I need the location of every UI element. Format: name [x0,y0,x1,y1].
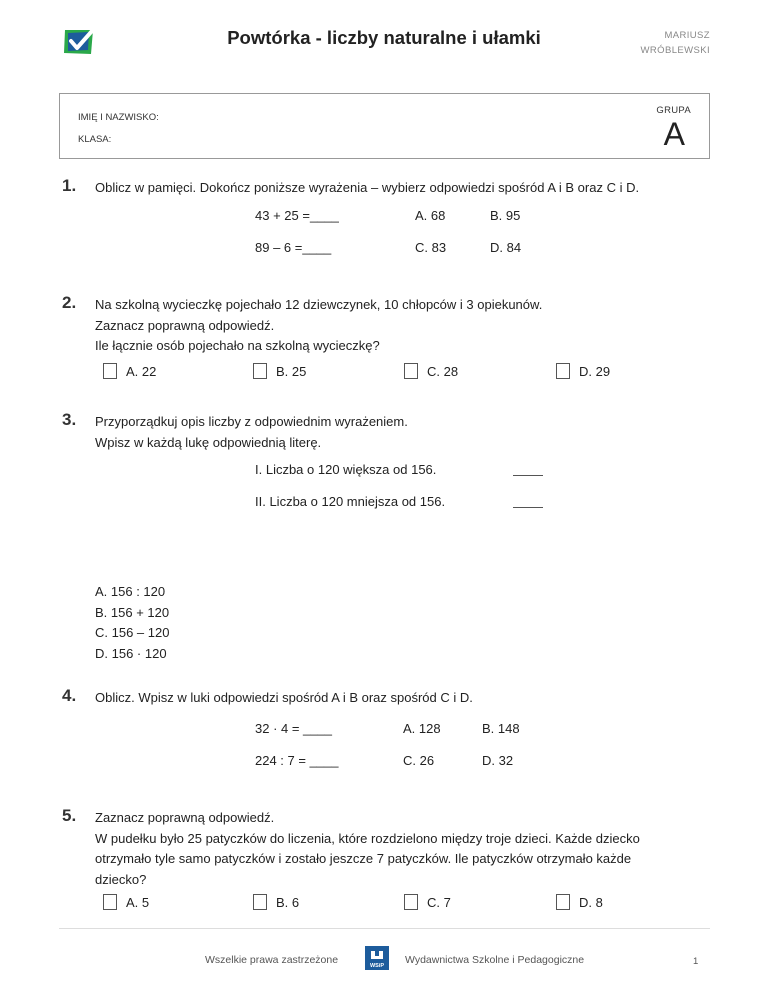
question-5-line: Zaznacz poprawną odpowiedź. [95,810,275,825]
footer-publisher: Wydawnictwa Szkolne i Pedagogiczne [405,954,585,966]
q5-option-c[interactable] [404,894,451,910]
q4-expression-2: 224 : 7 = ____ [255,753,339,768]
footer-rights: Wszelkie prawa zastrzeżone [205,954,339,966]
class-label: KLASA: [78,134,112,145]
question-2-line: Ile łącznie osób pojechało na szkolną wycieczkę? [95,338,380,353]
q1-expression-1: 43 + 25 =____ [255,208,339,223]
name-label: IMIĘ I NAZWISKO: [78,112,159,123]
checkbox-icon[interactable] [253,363,267,379]
q5-option-c-label: C. 7 [427,894,451,910]
q3-choice: A. 156 : 120 [95,584,166,599]
question-1-text: Oblicz w pamięci. Dokończ poniższe wyrażenia – wybierz odpowiedzi spośród A i B oraz C i D. [95,180,640,195]
question-3-line: Wpisz w każdą lukę odpowiednią literę. [95,434,322,450]
checkbox-icon[interactable] [556,894,570,910]
q4-option-d: D. 32 [482,753,514,768]
question-4-text: Oblicz. Wpisz w luki odpowiedzi spośród A i B oraz spośród C i D. [95,690,473,705]
q2-option-d[interactable] [556,363,610,379]
q4-expression-1: 32 · 4 = ____ [255,721,332,736]
question-3-line: Przyporządkuj opis liczby z odpowiednim wyrażeniem. [95,414,408,429]
q2-option-c-label: C. 28 [427,363,459,379]
student-info-box [59,93,710,159]
q1-option-a: A. 68 [415,208,446,223]
question-2-text [95,295,542,357]
question-3-text [95,412,408,453]
q2-option-d-label: D. 29 [579,363,611,379]
q4-option-c: C. 26 [403,753,435,768]
q5-option-a-label: A. 5 [126,894,150,910]
author-name [641,28,710,58]
question-5-number: 5. [62,806,77,825]
q2-option-a-label: A. 22 [126,363,157,379]
q1-expression-2: 89 – 6 =____ [255,240,332,255]
checkbox-icon[interactable] [556,363,570,379]
page-title: Powtórka - liczby naturalne i ułamki [227,27,541,48]
group-label: GRUPA [656,105,691,116]
q3-choices [95,582,169,664]
question-3-number: 3. [62,410,77,429]
q5-option-b[interactable] [253,894,299,910]
group-value: A [663,116,685,152]
question-2-line: Zaznacz poprawną odpowiedź. [95,317,275,333]
q1-option-c: C. 83 [415,240,447,255]
q3-choice: B. 156 + 120 [95,604,170,620]
checkbox-icon[interactable] [404,363,418,379]
footer-divider [59,928,710,929]
wsip-logo-icon [365,946,389,970]
q3-statement-2: II. Liczba o 120 mniejsza od 156. [255,494,446,509]
q1-option-d: D. 84 [490,240,522,255]
q2-option-a[interactable] [103,363,156,379]
q5-option-a[interactable] [103,894,149,910]
question-4-number: 4. [62,686,77,705]
q5-option-d-label: D. 8 [579,894,603,910]
q4-option-b: B. 148 [482,721,520,736]
q4-option-a: A. 128 [403,721,441,736]
author-first-name: MARIUSZ [664,30,710,41]
question-5-text [95,808,705,890]
question-5-line: dziecko? [95,871,147,887]
checkbox-icon[interactable] [103,363,117,379]
question-2-number: 2. [62,293,77,312]
author-last-name: WRÓBLEWSKI [640,45,710,56]
q3-choice: D. 156 · 120 [95,645,167,661]
wsip-logo-text: WSiP [369,963,385,969]
question-2-line: Na szkolną wycieczkę pojechało 12 dziewczynek, 10 chłopców i 3 opiekunów. [95,297,543,312]
q2-option-b[interactable] [253,363,306,379]
q5-option-b-label: B. 6 [276,894,300,910]
page-number: 1 [693,956,699,967]
checkbox-icon[interactable] [404,894,418,910]
q3-answer-blank-1[interactable] [513,475,543,476]
q2-option-c[interactable] [404,363,458,379]
question-5-line: otrzymało tyle samo patyczków i zostało jeszcze 7 patyczków. Ile patyczków otrzymało każde [95,851,632,866]
q1-option-b: B. 95 [490,208,521,223]
checkbox-icon[interactable] [253,894,267,910]
question-5-line: W pudełku było 25 patyczków do liczenia, które rozdzielono między troje dzieci. Każde dziecko [95,830,640,846]
q3-choice: C. 156 – 120 [95,625,170,640]
q2-option-b-label: B. 25 [276,363,307,379]
q3-statement-1: I. Liczba o 120 większa od 156. [255,462,437,477]
q3-answer-blank-2[interactable] [513,507,543,508]
question-1-number: 1. [62,176,77,195]
q5-option-d[interactable] [556,894,603,910]
checkbox-icon[interactable] [103,894,117,910]
